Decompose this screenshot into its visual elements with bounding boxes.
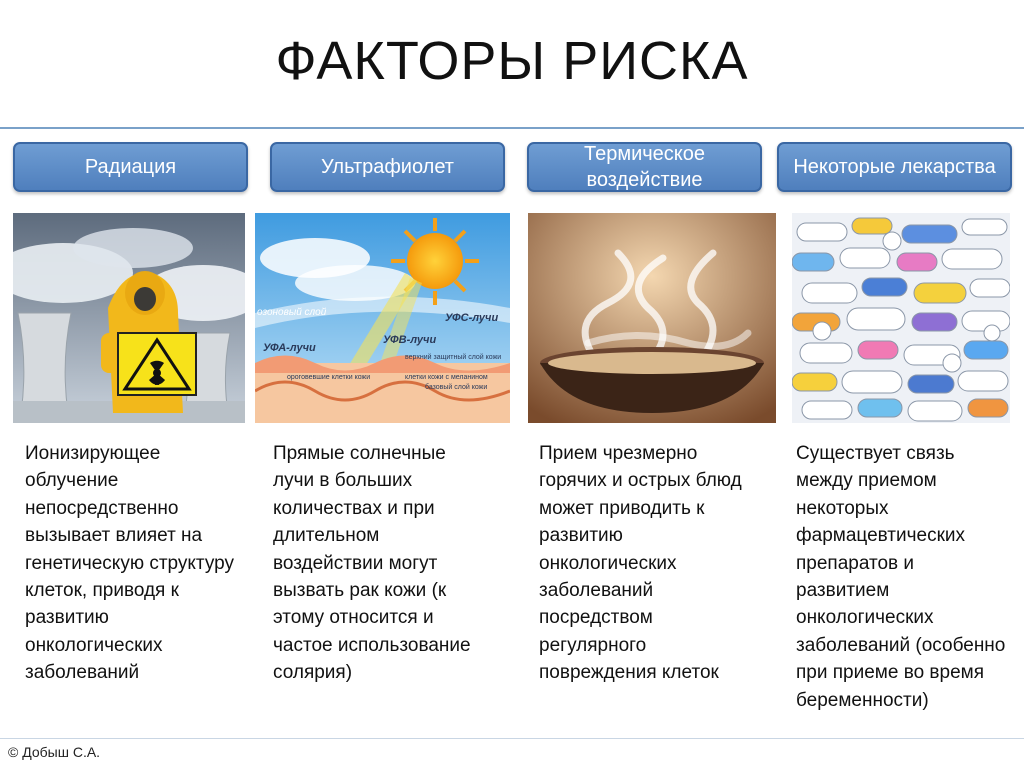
page-title: ФАКТОРЫ РИСКА (275, 31, 749, 91)
uvc-caption: УФС-лучи (445, 312, 499, 324)
label-radiation: Радиация (13, 142, 248, 192)
top-layer-caption: верхний защитный слой кожи (405, 354, 502, 361)
description-radiation: Ионизирующее облучение непосредственно вызывает влияет на генетическую структуру клеток, приводя к развитию онкологических заболеваний (25, 443, 234, 684)
uva-caption: УФА-лучи (263, 342, 316, 354)
title-divider (0, 127, 1024, 129)
author-credit: © Добыш С.А. (8, 744, 101, 760)
uvb-caption: УФВ-лучи (383, 334, 437, 346)
description-thermal: Прием чрезмерно горячих и острых блюд может приводить к развитию онкологических заболеваний посредством регулярного повреждения клеток (539, 443, 742, 684)
label-medicines: Некоторые лекарства (777, 142, 1012, 192)
label-thermal: Термическое воздействие (527, 142, 762, 192)
radiation-image (13, 213, 245, 423)
description-ultraviolet: Прямые солнечные лучи в больших количествах и при длительном воздействии могут вызвать рак кожи (к этому относится и частое использование солярия) (273, 443, 471, 684)
label-ultraviolet: Ультрафиолет (270, 142, 505, 192)
thermal-image (528, 213, 776, 423)
description-medicines: Существует связь между приемом некоторых фармацевтических препаратов и развитием онкологических заболеваний (особенно при приеме во время беременности) (796, 443, 1006, 711)
footer-divider (0, 738, 1024, 739)
basal-caption: базовый слой кожи (425, 384, 488, 391)
medicines-image (792, 213, 1010, 423)
ultraviolet-image (255, 213, 510, 423)
ozone-caption: озоновый слой (257, 307, 327, 318)
melanin-caption: клетки кожи с меланином (405, 374, 488, 381)
horny-caption: ороговевшие клетки кожи (287, 374, 371, 381)
